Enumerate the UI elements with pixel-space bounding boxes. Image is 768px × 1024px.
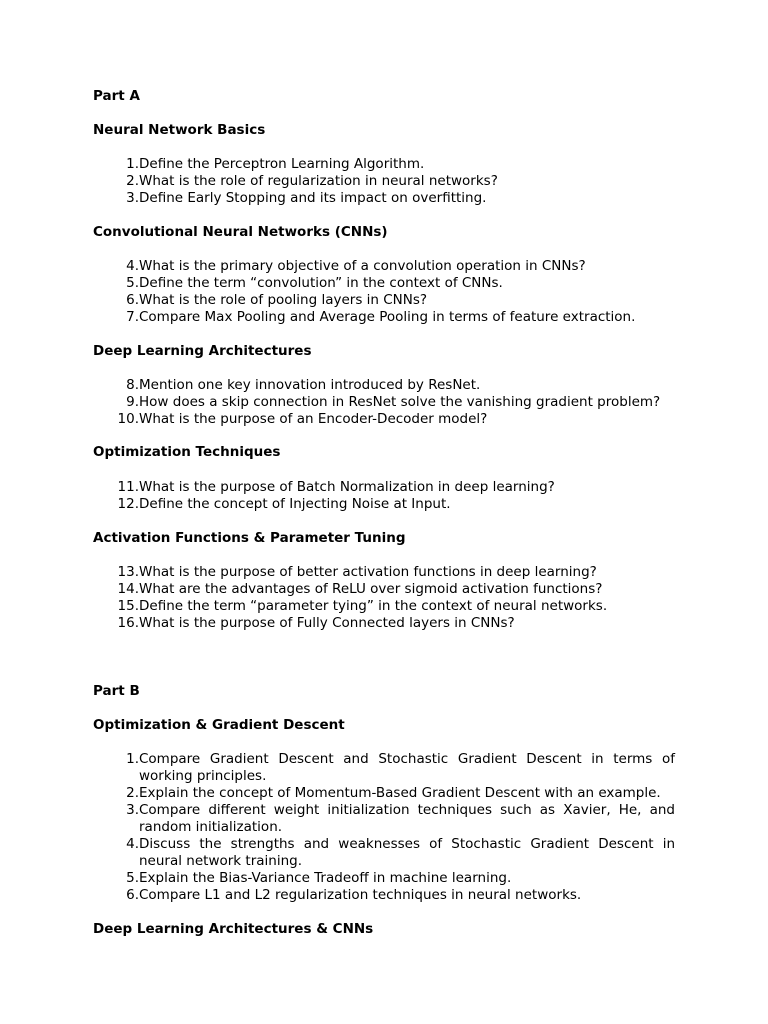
- part-b-title: Part B: [93, 683, 140, 699]
- item-number: 5.: [126, 870, 139, 886]
- item-number: 8.: [126, 377, 139, 393]
- list-item: [115, 173, 675, 190]
- item-text: Compare different weight initialization techniques such as Xavier, He, and random initialization.: [139, 802, 675, 835]
- section-heading-neural-network-basics: Neural Network Basics: [93, 122, 266, 138]
- list-item: [115, 836, 675, 870]
- list-item: [115, 190, 675, 207]
- section-heading-deep-learning-architectures: Deep Learning Architectures: [93, 343, 312, 359]
- section-heading-activation-functions: Activation Functions & Parameter Tuning: [93, 530, 406, 546]
- item-text: Define the term “parameter tying” in the context of neural networks.: [139, 598, 608, 614]
- item-text: What is the primary objective of a convolution operation in CNNs?: [139, 258, 586, 274]
- list-item: [115, 598, 675, 615]
- item-number: 3.: [126, 190, 139, 206]
- item-number: 4.: [126, 258, 139, 274]
- part-a-title: Part A: [93, 88, 140, 104]
- list-item: [115, 479, 675, 496]
- item-text: How does a skip connection in ResNet solve the vanishing gradient problem?: [139, 394, 661, 410]
- item-text: Define the concept of Injecting Noise at Input.: [139, 496, 451, 512]
- item-number: 4.: [126, 836, 139, 852]
- list-item: [115, 258, 675, 275]
- item-text: What is the role of pooling layers in CNNs?: [139, 292, 428, 308]
- list-item: [115, 156, 675, 173]
- list-item: [115, 581, 675, 598]
- section-heading-optimization-gradient-descent: Optimization & Gradient Descent: [93, 717, 345, 733]
- list-item: [115, 751, 675, 785]
- list-item: [115, 377, 675, 394]
- item-text: Define Early Stopping and its impact on overfitting.: [139, 190, 487, 206]
- item-number: 6.: [126, 887, 139, 903]
- list-item: [115, 564, 675, 581]
- item-number: 16.: [117, 615, 139, 631]
- section-heading-optimization-techniques: Optimization Techniques: [93, 444, 281, 460]
- item-text: Define the Perceptron Learning Algorithm.: [139, 156, 425, 172]
- list-item: [115, 887, 675, 904]
- list-item: [115, 309, 675, 326]
- item-number: 2.: [126, 173, 139, 189]
- item-number: 6.: [126, 292, 139, 308]
- item-number: 5.: [126, 275, 139, 291]
- list-item: [115, 411, 675, 428]
- list-item: [115, 785, 675, 802]
- item-number: 7.: [126, 309, 139, 325]
- item-text: What is the purpose of Fully Connected layers in CNNs?: [139, 615, 515, 631]
- list-item: [115, 496, 675, 513]
- section-heading-cnns: Convolutional Neural Networks (CNNs): [93, 224, 388, 240]
- item-number: 11.: [117, 479, 139, 495]
- item-number: 2.: [126, 785, 139, 801]
- item-text: Discuss the strengths and weaknesses of Stochastic Gradient Descent in neural network training.: [139, 836, 675, 869]
- list-item: [115, 802, 675, 836]
- item-text: What is the role of regularization in neural networks?: [139, 173, 498, 189]
- item-number: 13.: [117, 564, 139, 580]
- item-text: Mention one key innovation introduced by ResNet.: [139, 377, 481, 393]
- item-text: Compare Gradient Descent and Stochastic Gradient Descent in terms of working principles.: [139, 751, 675, 784]
- item-number: 1.: [126, 156, 139, 172]
- item-number: 15.: [117, 598, 139, 614]
- item-text: What is the purpose of better activation functions in deep learning?: [139, 564, 597, 580]
- item-text: Compare L1 and L2 regularization techniques in neural networks.: [139, 887, 582, 903]
- item-number: 9.: [126, 394, 139, 410]
- item-text: Explain the Bias-Variance Tradeoff in machine learning.: [139, 870, 512, 886]
- item-number: 1.: [126, 751, 139, 767]
- item-number: 12.: [117, 496, 139, 512]
- list-item: [115, 292, 675, 309]
- list-item: [115, 870, 675, 887]
- item-text: Define the term “convolution” in the context of CNNs.: [139, 275, 503, 291]
- item-text: What is the purpose of Batch Normalization in deep learning?: [139, 479, 555, 495]
- item-number: 10.: [117, 411, 139, 427]
- list-item: [115, 275, 675, 292]
- item-number: 3.: [126, 802, 139, 818]
- item-text: What is the purpose of an Encoder-Decoder model?: [139, 411, 488, 427]
- item-text: What are the advantages of ReLU over sigmoid activation functions?: [139, 581, 603, 597]
- section-heading-deep-learning-architectures-cnns: Deep Learning Architectures & CNNs: [93, 921, 374, 937]
- item-text: Explain the concept of Momentum-Based Gradient Descent with an example.: [139, 785, 661, 801]
- item-text: Compare Max Pooling and Average Pooling in terms of feature extraction.: [139, 309, 636, 325]
- list-item: [115, 615, 675, 632]
- item-number: 14.: [117, 581, 139, 597]
- list-item: [115, 394, 675, 411]
